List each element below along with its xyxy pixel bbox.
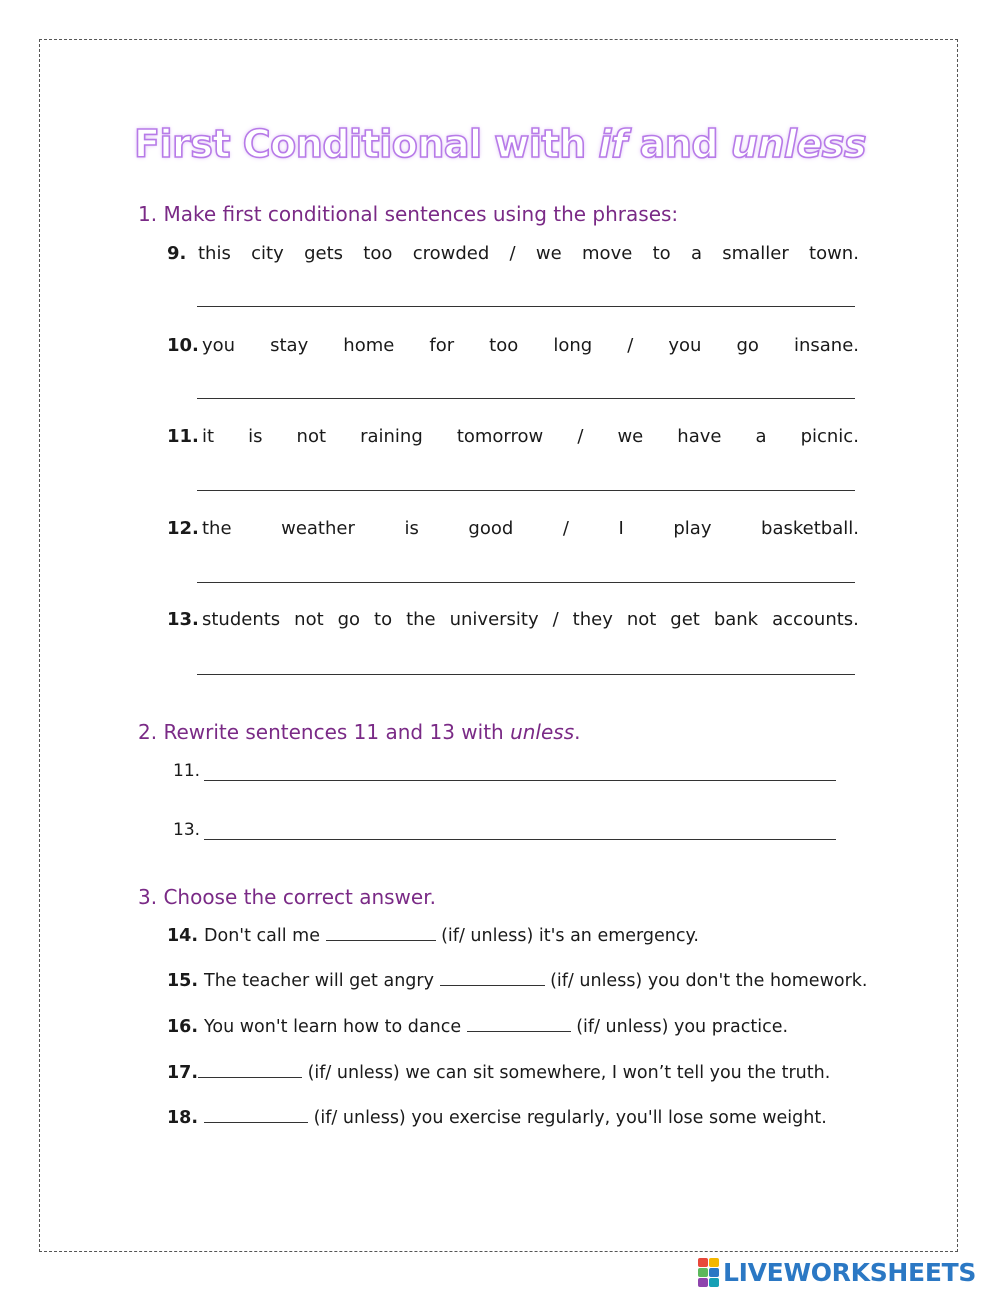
prompt-word: good: [468, 518, 514, 539]
prompt-word: we: [617, 426, 644, 447]
prompt-word: it: [202, 426, 215, 447]
prompt-word: raining: [360, 426, 423, 447]
rewrite-answer-13[interactable]: [204, 839, 836, 840]
logo-block: [698, 1258, 708, 1267]
prompt-words: [198, 243, 859, 264]
prompt-word: smaller: [722, 243, 789, 264]
title-part1: First Conditional with: [134, 122, 599, 166]
prompt-word: students: [202, 609, 281, 630]
prompt-word: basketball.: [761, 518, 859, 539]
answer-line[interactable]: [197, 582, 855, 583]
prompt-word: the: [202, 518, 232, 539]
prompt-word: this: [198, 243, 231, 264]
section2-heading-end: .: [574, 720, 581, 744]
prompt-word: insane.: [793, 335, 859, 356]
prompt-word: too: [489, 335, 519, 356]
prompt-word: have: [677, 426, 722, 447]
prompt-word: play: [673, 518, 712, 539]
rewrite-label-13: 13.: [173, 820, 201, 840]
prompt-word: /: [627, 335, 634, 356]
choice-question: [167, 1063, 830, 1083]
prompt-word: crowded: [412, 243, 490, 264]
prompt-word: stay: [270, 335, 309, 356]
prompt-word: get: [670, 609, 700, 630]
prompt-word: accounts.: [772, 609, 859, 630]
answer-line[interactable]: [197, 306, 855, 307]
answer-blank[interactable]: [467, 1017, 571, 1032]
liveworksheets-logo: [698, 1258, 976, 1286]
question-text-before: The teacher will get angry: [204, 971, 440, 991]
section2-heading-unless: unless: [510, 720, 575, 744]
prompt-words: [202, 518, 859, 539]
prompt-word: you: [202, 335, 236, 356]
prompt-word: to: [652, 243, 671, 264]
title-if: if: [598, 122, 627, 166]
prompt-word: a: [755, 426, 767, 447]
prompt-word: town.: [809, 243, 859, 264]
prompt-word: tomorrow: [456, 426, 544, 447]
rewrite-answer-11[interactable]: [204, 780, 836, 781]
question-number: 9.: [167, 243, 187, 264]
logo-block: [709, 1278, 719, 1287]
prompt-word: not: [626, 609, 657, 630]
question-number: 12.: [167, 518, 199, 539]
prompt-word: move: [582, 243, 633, 264]
prompt-word: a: [690, 243, 702, 264]
prompt-word: is: [248, 426, 263, 447]
prompt-word: the: [406, 609, 436, 630]
logo-block: [698, 1268, 708, 1277]
prompt-row: [167, 335, 859, 356]
answer-line[interactable]: [197, 674, 855, 675]
prompt-words: [202, 335, 859, 356]
question-number: 13.: [167, 609, 199, 630]
answer-blank[interactable]: [204, 1108, 308, 1123]
prompt-word: city: [251, 243, 284, 264]
prompt-word: for: [429, 335, 455, 356]
rewrite-label-11: 11.: [173, 761, 201, 781]
choice-question: [167, 926, 699, 946]
prompt-row: [167, 609, 859, 630]
worksheet-title: [0, 122, 1000, 166]
prompt-word: bank: [713, 609, 759, 630]
question-number: 16.: [167, 1017, 199, 1037]
prompt-word: university: [449, 609, 539, 630]
question-text-before: You won't learn how to dance: [204, 1017, 467, 1037]
title-unless: unless: [730, 122, 866, 166]
prompt-words: [202, 609, 859, 630]
answer-blank[interactable]: [198, 1063, 302, 1078]
section2-heading-text: 2. Rewrite sentences 11 and 13 with: [138, 720, 511, 744]
prompt-word: I: [618, 518, 624, 539]
prompt-word: go: [736, 335, 759, 356]
logo-blocks-icon: [698, 1258, 719, 1287]
choice-question: [167, 971, 868, 991]
prompt-row: [167, 518, 859, 539]
question-number: 15.: [167, 971, 199, 991]
answer-line[interactable]: [197, 490, 855, 491]
prompt-word: /: [577, 426, 584, 447]
question-text-after: (if/ unless) you practice.: [570, 1017, 789, 1037]
question-text-before: Don't call me: [204, 926, 326, 946]
prompt-word: we: [535, 243, 562, 264]
question-number: 18.: [167, 1108, 199, 1128]
title-and: and: [626, 122, 731, 166]
choice-question: [167, 1017, 788, 1037]
question-number: 10.: [167, 335, 199, 356]
prompt-word: not: [294, 609, 324, 630]
prompt-row: [167, 426, 859, 447]
prompt-word: long: [553, 335, 593, 356]
question-text-after: (if/ unless) we can sit somewhere, I won’t tell you the truth.: [302, 1063, 831, 1083]
question-number: 11.: [167, 426, 199, 447]
prompt-words: [202, 426, 859, 447]
prompt-word: to: [374, 609, 393, 630]
question-text-after: (if/ unless) you don't the homework.: [544, 971, 868, 991]
section2-heading: [138, 720, 581, 744]
question-text-after: (if/ unless) you exercise regularly, you'll lose some weight.: [308, 1108, 827, 1128]
prompt-word: /: [562, 518, 569, 539]
prompt-word: /: [509, 243, 516, 264]
question-number: 14.: [167, 926, 199, 946]
prompt-word: they: [572, 609, 613, 630]
prompt-word: not: [296, 426, 327, 447]
prompt-word: /: [552, 609, 559, 630]
logo-block: [709, 1268, 719, 1277]
answer-blank[interactable]: [440, 971, 545, 986]
prompt-word: weather: [281, 518, 355, 539]
logo-text: LIVEWORKSHEETS: [723, 1257, 977, 1287]
answer-blank[interactable]: [326, 926, 436, 941]
prompt-word: too: [363, 243, 393, 264]
prompt-word: home: [343, 335, 395, 356]
answer-line[interactable]: [197, 398, 855, 399]
logo-block: [698, 1278, 708, 1287]
question-text-after: (if/ unless) it's an emergency.: [435, 926, 699, 946]
prompt-word: picnic.: [800, 426, 859, 447]
section1-heading: 1. Make first conditional sentences using the phrases:: [138, 202, 679, 226]
prompt-row: [167, 243, 859, 264]
section3-heading: 3. Choose the correct answer.: [138, 885, 436, 909]
choice-question: [167, 1108, 827, 1128]
question-number: 17.: [167, 1063, 199, 1083]
prompt-word: go: [337, 609, 361, 630]
prompt-word: is: [404, 518, 419, 539]
prompt-word: gets: [304, 243, 343, 264]
prompt-word: you: [668, 335, 702, 356]
logo-block: [709, 1258, 719, 1267]
